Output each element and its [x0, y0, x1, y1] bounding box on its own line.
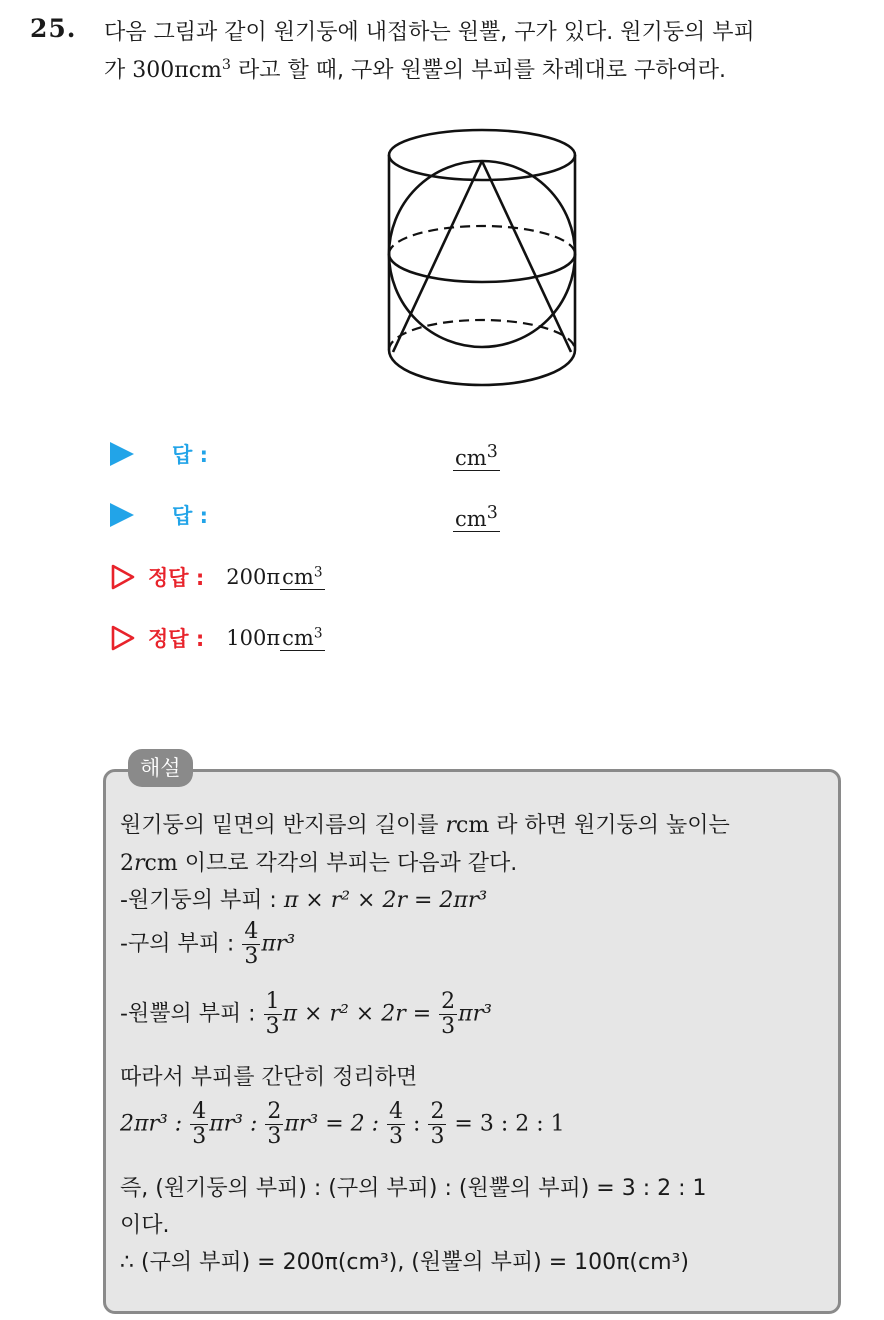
- cylinder-bottom-back: [389, 320, 575, 350]
- answer-label: 답 :: [172, 504, 208, 528]
- question-line-2: 가 300πcm$^3$ 라고 할 때, 구와 원뿔의 부피를 차례대로 구하여라.: [104, 57, 726, 83]
- correct-answer-label: 정답 :: [148, 627, 205, 651]
- cylinder-top-ellipse: [389, 130, 575, 180]
- solution-line-5: -원뿔의 부피 : $\frac{1}{3}$ π × r² × 2r = $\frac{2}{3}$ πr³: [120, 989, 492, 1039]
- answer-row-1: [110, 436, 208, 472]
- outline-triangle-icon: [110, 564, 136, 590]
- solution-line-3: -원기둥의 부피 : π × r² × 2r = 2πr³: [120, 888, 488, 913]
- play-triangle-icon: [110, 442, 134, 466]
- cone-left-edge: [393, 161, 482, 352]
- solution-line-1: 원기둥의 밑면의 반지름의 길이를 rcm 라 하면 원기둥의 높이는: [120, 813, 730, 838]
- answer-blank-1[interactable]: $cm^3$: [455, 442, 498, 470]
- solution-line-7: 2πr³ : $\frac{4}{3}$ πr³ : $\frac{2}{3}$ πr³ = 2 : $\frac{4}{3}$ : $\frac{2}{3}$ = 3 : 2 : 1: [120, 1099, 565, 1149]
- solution-line-6: 따라서 부피를 간단히 정리하면: [120, 1065, 418, 1090]
- solution-line-8: 즉, (원기둥의 부피) : (구의 부피) : (원뿔의 부피) = 3 : 2 : 1: [120, 1176, 707, 1201]
- solution-line-2: 2rcm 이므로 각각의 부피는 다음과 같다.: [120, 851, 518, 876]
- correct-answer-value: 100πcm$^3$: [226, 625, 323, 650]
- question-text: [104, 14, 874, 90]
- outline-triangle-icon: [110, 625, 136, 651]
- solution-line-10: ∴ (구의 부피) = 200π(cm³), (원뿔의 부피) = 100π(cm³): [120, 1250, 689, 1275]
- play-triangle-icon: [110, 503, 134, 527]
- correct-answer-row-1: [110, 559, 325, 595]
- solution-tab: 해설: [128, 749, 193, 787]
- question-line-1: 다음 그림과 같이 원기둥에 내접하는 원뿔, 구가 있다. 원기둥의 부피: [104, 20, 755, 45]
- solution-line-4: -구의 부피 : $\frac{4}{3}$ πr³: [120, 919, 296, 969]
- solution-line-9: 이다.: [120, 1213, 170, 1238]
- correct-answer-row-2: [110, 620, 325, 656]
- sphere-equator-back: [389, 226, 575, 254]
- answer-row-2: [110, 497, 208, 533]
- answer-blank-2[interactable]: $cm^3$: [455, 503, 498, 531]
- cylinder-bottom-front: [389, 350, 575, 385]
- correct-answer-value: 200πcm$^3$: [226, 564, 323, 589]
- cylinder-sphere-cone-figure: [385, 128, 580, 390]
- unit: cm: [188, 58, 222, 83]
- question-number: 25.: [30, 14, 77, 43]
- cylinder-volume-value: 300π: [132, 58, 189, 83]
- sphere-equator-front: [389, 254, 575, 282]
- correct-answer-label: 정답 :: [148, 566, 205, 590]
- answer-label: 답 :: [172, 443, 208, 467]
